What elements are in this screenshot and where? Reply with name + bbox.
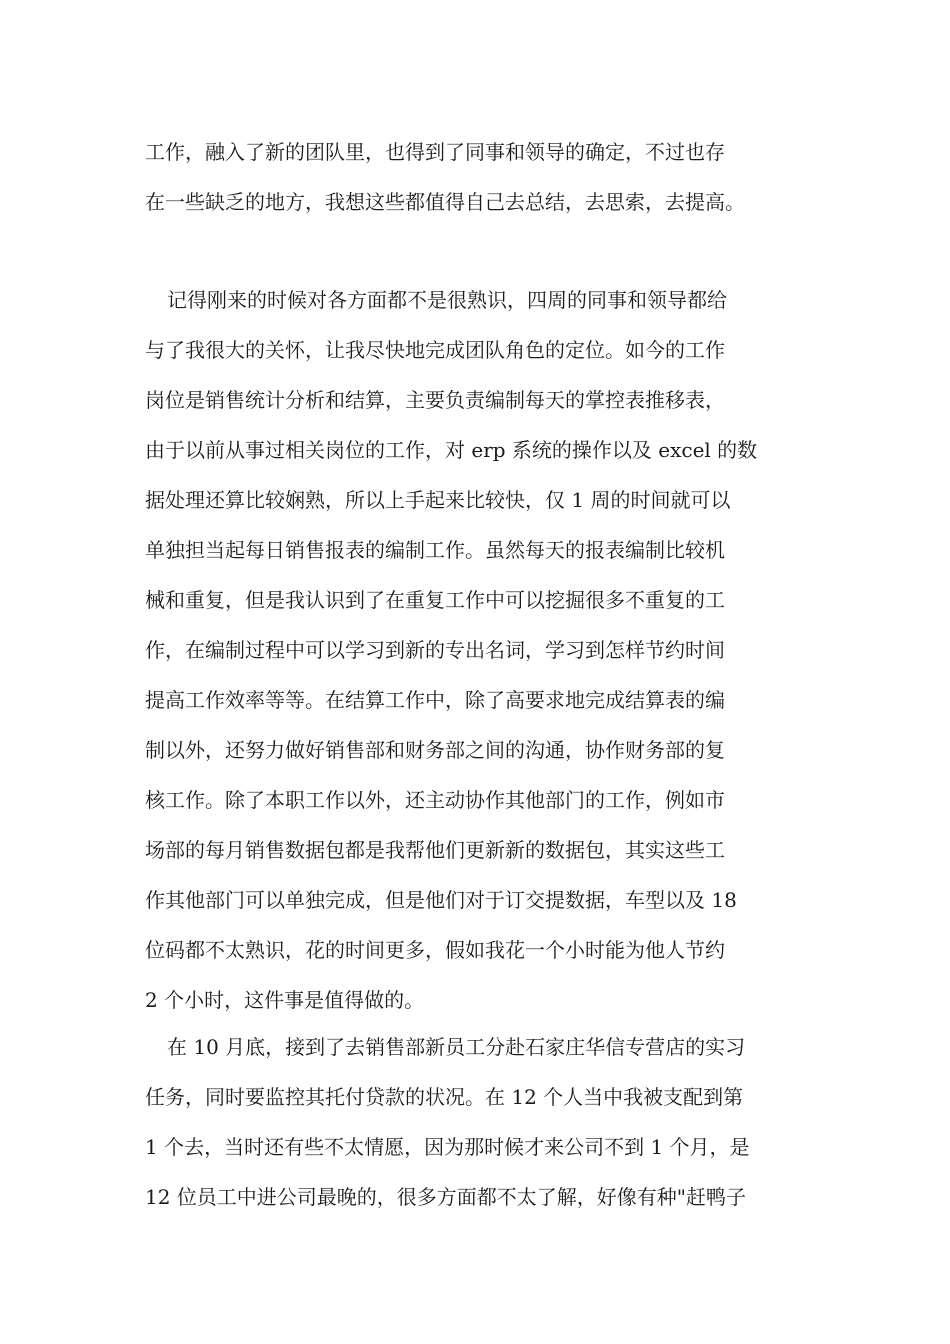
paragraph-1	[145, 127, 815, 227]
text-line: 记得刚来的时候对各方面都不是很熟识，四周的同事和领导都给	[167, 288, 727, 312]
text-line: 械和重复，但是我认识到了在重复工作中可以挖掘很多不重复的工	[145, 588, 725, 612]
paragraph-3	[145, 1022, 815, 1222]
text-line: 1 个去，当时还有些不太情愿，因为那时候才来公司不到 1 个月，是	[145, 1135, 750, 1159]
paragraph-2	[145, 275, 815, 1025]
text-line: 制以外，还努力做好销售部和财务部之间的沟通，协作财务部的复	[145, 738, 725, 762]
text-line: 由于以前从事过相关岗位的工作，对 erp 系统的操作以及 excel 的数	[145, 438, 758, 462]
text-line: 据处理还算比较娴熟，所以上手起来比较快，仅 1 周的时间就可以	[145, 488, 731, 512]
text-line: 位码都不太熟识，花的时间更多，假如我花一个小时能为他人节约	[145, 938, 725, 962]
text-line: 12 位员工中进公司最晚的，很多方面都不太了解，好像有种"赶鸭子	[145, 1185, 747, 1209]
text-line: 核工作。除了本职工作以外，还主动协作其他部门的工作，例如市	[145, 788, 725, 812]
text-line: 工作，融入了新的团队里，也得到了同事和领导的确定，不过也存	[145, 140, 725, 164]
text-line: 任务，同时要监控其托付贷款的状况。在 12 个人当中我被支配到第	[145, 1085, 744, 1109]
text-line: 提高工作效率等等。在结算工作中，除了高要求地完成结算表的编	[145, 688, 725, 712]
text-line: 在 10 月底，接到了去销售部新员工分赴石家庄华信专营店的实习	[167, 1035, 746, 1059]
text-line: 作，在编制过程中可以学习到新的专出名词，学习到怎样节约时间	[145, 638, 725, 662]
text-line: 与了我很大的关怀，让我尽快地完成团队角色的定位。如今的工作	[145, 338, 725, 362]
text-line: 2 个小时，这件事是值得做的。	[145, 988, 425, 1012]
text-line: 单独担当起每日销售报表的编制工作。虽然每天的报表编制比较机	[145, 538, 725, 562]
text-line: 在一些缺乏的地方，我想这些都值得自己去总结，去思索，去提高。	[145, 190, 745, 214]
text-line: 岗位是销售统计分析和结算，主要负责编制每天的掌控表推移表，	[145, 388, 725, 412]
text-line: 作其他部门可以单独完成，但是他们对于订交提数据，车型以及 18	[145, 888, 737, 912]
text-line: 场部的每月销售数据包都是我帮他们更新新的数据包，其实这些工	[145, 838, 725, 862]
